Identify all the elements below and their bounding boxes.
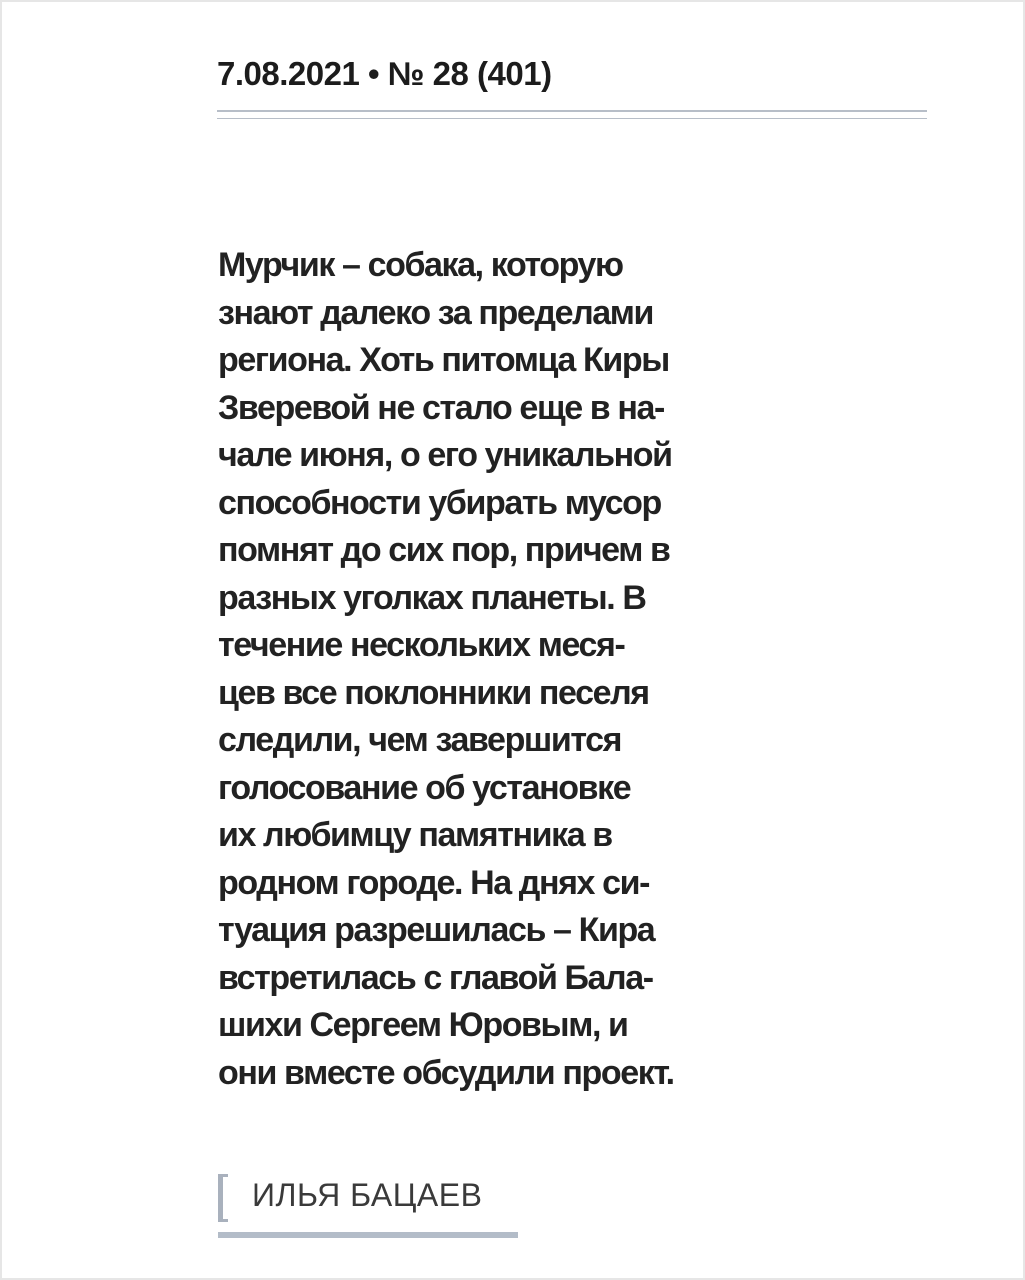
issue-date-number: 7.08.2021 • № 28 (401): [217, 55, 552, 92]
article-line: цев все поклонники песеля: [218, 673, 649, 712]
author-name: ИЛЬЯ БАЦАЕВ: [252, 1177, 483, 1213]
byline-bracket-icon: [218, 1174, 228, 1222]
article-line: региона. Хоть питомца Киры: [218, 341, 669, 379]
article-line: течение нескольких меся-: [218, 626, 625, 664]
article-line: туация разрешилась – Кира: [218, 911, 655, 949]
byline-underline: [218, 1232, 518, 1238]
header-rule-thin: [217, 118, 927, 119]
article-line: помнят до сих пор, причем в: [218, 531, 670, 569]
article-line: родном городе. На днях си-: [218, 863, 650, 902]
article-body: [218, 242, 798, 1097]
article-line: их любимцу памятника в: [218, 816, 612, 854]
page-header: [217, 46, 927, 119]
article-line: способности убирать мусор: [218, 483, 661, 522]
article-line: голосование об установке: [218, 768, 631, 807]
article-line: чале июня, о его уникальной: [218, 436, 672, 474]
article-line: следили, чем завершится: [218, 721, 622, 759]
article-line: Мурчик – собака, которую: [218, 246, 623, 284]
article-line: шихи Сергеем Юровым, и: [218, 1006, 628, 1044]
article-line: встретилась с главой Бала-: [218, 958, 653, 997]
article-line: знают далеко за пределами: [218, 293, 654, 332]
article-line: Зверевой не стало еще в на-: [218, 388, 664, 427]
header-rule-thick: [217, 110, 927, 112]
article-line: они вместе обсудили проект.: [218, 1053, 674, 1092]
article-line: разных уголках планеты. В: [218, 578, 646, 617]
author-byline: [218, 1162, 528, 1242]
